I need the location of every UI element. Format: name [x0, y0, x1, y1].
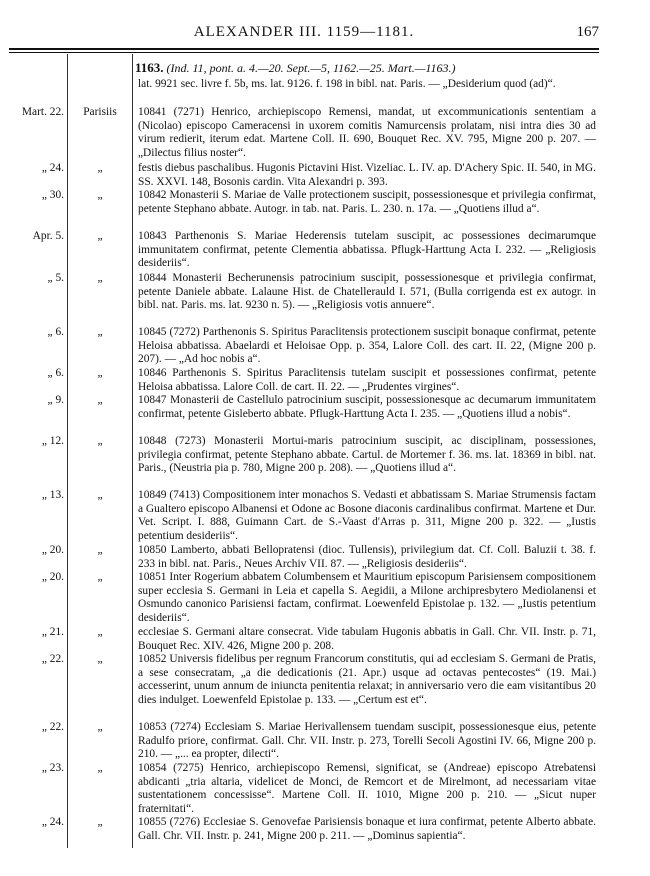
entry-date: „ 24.	[41, 816, 64, 828]
entry-text: 10851 Inter Rogerium abbatem Columbensem et Mauritium episcopum Parisiensem compositionem super ecclesia S. Germani in Leia et capella S. Aegidii, a Milone archipresbytero Mediolanensi et Osmundo canonico Parisiensi factam, confirmat. Loewenfeld Epistolae p. 132. — „Iustis petentium desideriis“.	[138, 571, 596, 624]
year-number: 1163.	[135, 60, 164, 75]
entry-date: „ 5.	[47, 272, 64, 284]
entry-text: 10843 Parthenonis S. Mariae Hederensis tutelam suscipit, ac possessiones decimarumque immunitatem confirmat, petente Clementia abbatissa. Pflugk-Harttung Acta I. 232. — „Religiosis desideriis“.	[138, 230, 596, 270]
column-divider-place	[132, 54, 133, 848]
entry-text: 10852 Universis fidelibus per regnum Francorum constitutis, qui ad ecclesiam S. Germani de Pratis, a sese consecratam, „a die dedicationis (21. Apr.) usque ad octavas pentecostes“ (19. Mai.) accesserint, unum annum de iniuncta penitentia relaxat; in anniversario vero die eam visitantibus 20 dies indulget. Loewenfeld Epistolae p. 133. — „Certum est et“.	[138, 653, 596, 706]
entry-date: „ 20.	[41, 544, 64, 556]
entry-text: ecclesiae S. Germani altare consecrat. Vide tabulam Hugonis abbatis in Gall. Chr. VII. Instr. p. 71, Bouquet Rec. XIV. 426, Migne 200 p. 208.	[138, 626, 596, 652]
column-divider-date	[67, 54, 68, 848]
entry-place: „	[97, 326, 103, 338]
entry-place: „	[97, 653, 103, 665]
entry-date: „ 13.	[41, 489, 64, 501]
entry-text: 10841 (7271) Henrico, archiepiscopo Remensi, mandat, ut excommunicationis sententiam a (Nicolao) episcopo Cameracensi in uxorem comitis Namurcensis prolatam, nisi intra dies 30 ad virum redierit, iterum edat. Martene Coll. II. 690, Bouquet Rec. XV. 795, Migne 200 p. 207. — „Dilectus filius noster“.	[138, 106, 596, 159]
year-heading	[135, 60, 456, 76]
entry-place: „	[97, 544, 103, 556]
entry-text: 10844 Monasterii Becherunensis patrocinium suscipit, possessionesque et privilegia confirmat, petente Daniele abbate. Lalaune Hist. de Chatellerauld I. 571, (Bulla corrigenda est ex autogr. in bibl. nat. Paris. ms. lat. 9230 n. 5). — „Religiosis votis annuere“.	[138, 272, 596, 312]
entry-place: „	[97, 571, 103, 583]
entry-text: 10845 (7272) Parthenonis S. Spiritus Paraclitensis protectionem suscipit bonaque confirmat, petente Heloisa abbatissa. Abaelardi et Heloisae Opp. p. 354, Lalore Coll. des cart. II. 22, (Migne 200 p. 207). — „Ad hoc nobis a“.	[138, 326, 596, 366]
running-title: ALEXANDER III. 1159—1181.	[193, 24, 415, 40]
entry-text: 10848 (7273) Monasterii Mortui-maris patrocinium suscipit, ac disciplinam, possessiones, privilegia confirmat, petente Stephano abbate. Cartul. de Mortemer f. 36. ms. lat. 18369 in bibl. nat. Paris., (Neustria pia p. 780, Migne 200 p. 208). — „Quotiens illud a“.	[138, 435, 596, 475]
entry-date: „ 20.	[41, 571, 64, 583]
entry-text: 10850 Lamberto, abbati Bellopratensi (dioc. Tullensis), privilegium dat. Cf. Coll. Baluzii t. 38. f. 233 in bibl. nat. Paris., Neues Archiv VII. 87. — „Religiosis desideriis“.	[138, 544, 596, 570]
entry-text: 10846 Parthenonis S. Spiritus Paraclitensis tutelam suscipit et possessiones confirmat, petente Heloisa abbatissa. Lalore Coll. de cart. II. 22. — „Prudentes virgines“.	[138, 367, 596, 393]
entry-text: festis diebus paschalibus. Hugonis Pictavini Hist. Vizeliac. L. IV. ap. D'Achery Spic. II. 540, in MG. SS. XXVI. 148, Bosonis cardin. Vita Alexandri p. 393.	[138, 162, 596, 188]
entry-place: „	[97, 435, 103, 447]
entry-place: „	[97, 721, 103, 733]
entry-text: 10849 (7413) Compositionem inter monachos S. Vedasti et abbatissam S. Mariae Strumensis factam a Gualtero episcopo Albanensi et Odone ac Bosone diaconis cardinalibus confirmat. Martene et Dur. Vet. Script. I. 888, Guimann Cart. de S.-Vaast d'Arras p. 311, Migne 200 p. 322. — „Iustis petentium desideriis“.	[138, 489, 596, 542]
entry-place: „	[97, 230, 103, 242]
entry-text: 10854 (7275) Henrico, archiepiscopo Remensi, significat, se (Andreae) episcopo Atrebatensi abdicanti „tria altaria, videlicet de Monci, de Remcort et de Mirelmont, ad necessariam vitae sustentationem concessisse“. Martene Coll. II. 1010, Migne 200 p. 210. — „Sicut nuper fraternitati“.	[138, 762, 596, 815]
entry-date: „ 24.	[41, 162, 64, 174]
entry-date: „ 22.	[41, 721, 64, 733]
entry-place: „	[97, 272, 103, 284]
entry-date: „ 21.	[41, 626, 64, 638]
entry-place: „	[97, 626, 103, 638]
entry-text: 10847 Monasterii de Castellulo patrocinium suscipit, possessionesque ac decumarum immunitatem confirmat, petente Gisleberto abbate. Pflugk-Harttung Acta I. 235. — „Quotiens illud a nobis“.	[138, 394, 596, 420]
header-rule-thick	[9, 48, 599, 50]
entry-place: „	[97, 816, 103, 828]
entry-date: Apr. 5.	[32, 230, 64, 242]
entry-text: lat. 9921 sec. livre f. 5b, ms. lat. 9126. f. 198 in bibl. nat. Paris. — „Desiderium quod (ad)“.	[138, 78, 556, 90]
entry-text: 10855 (7276) Ecclesiae S. Genovefae Parisiensis bonaque et iura confirmat, petente Alberto abbate. Gall. Chr. VII. Instr. p. 241, Migne 200 p. 211. — „Dominus sapientia“.	[138, 816, 596, 842]
entry-place: „	[97, 189, 103, 201]
entry-date: „ 22.	[41, 653, 64, 665]
entry-date: Mart. 22.	[21, 106, 64, 118]
entry-date: „ 6.	[47, 326, 64, 338]
entry-place: „	[97, 367, 103, 379]
entry-date: „ 23.	[41, 762, 64, 774]
entry-place: Parisiis	[83, 106, 117, 118]
entry-date: „ 6.	[47, 367, 64, 379]
entry-date: „ 9.	[47, 394, 64, 406]
entry-date: „ 12.	[41, 435, 64, 447]
entry-place: „	[97, 394, 103, 406]
page-header	[9, 22, 599, 42]
entry-place: „	[97, 162, 103, 174]
entry-place: „	[97, 762, 103, 774]
page-number: 167	[576, 24, 599, 40]
entry-text: 10842 Monasterii S. Mariae de Valle protectionem suscipit, possessionesque et privilegia confirmat, petente Stephano abbate. Autogr. in tab. nat. Paris. L. 230. n. 17a. — „Quotiens illud a“.	[138, 189, 596, 215]
indiction-note: (Ind. 11, pont. a. 4.—20. Sept.—5, 1162.—25. Mart.—1163.)	[166, 61, 456, 75]
entry-date: „ 30.	[41, 189, 64, 201]
entry-text: 10853 (7274) Ecclesiam S. Mariae Herivallensem tuendam suscipit, possessionesque eius, petente Radulfo priore, confirmat. Gall. Chr. VII. Instr. p. 273, Torelli Secoli Agostini IV. 66, Migne 200 p. 210. — „... ea propter, dilecti“.	[138, 721, 596, 761]
header-rule-thin	[9, 52, 599, 53]
entry-place: „	[97, 489, 103, 501]
